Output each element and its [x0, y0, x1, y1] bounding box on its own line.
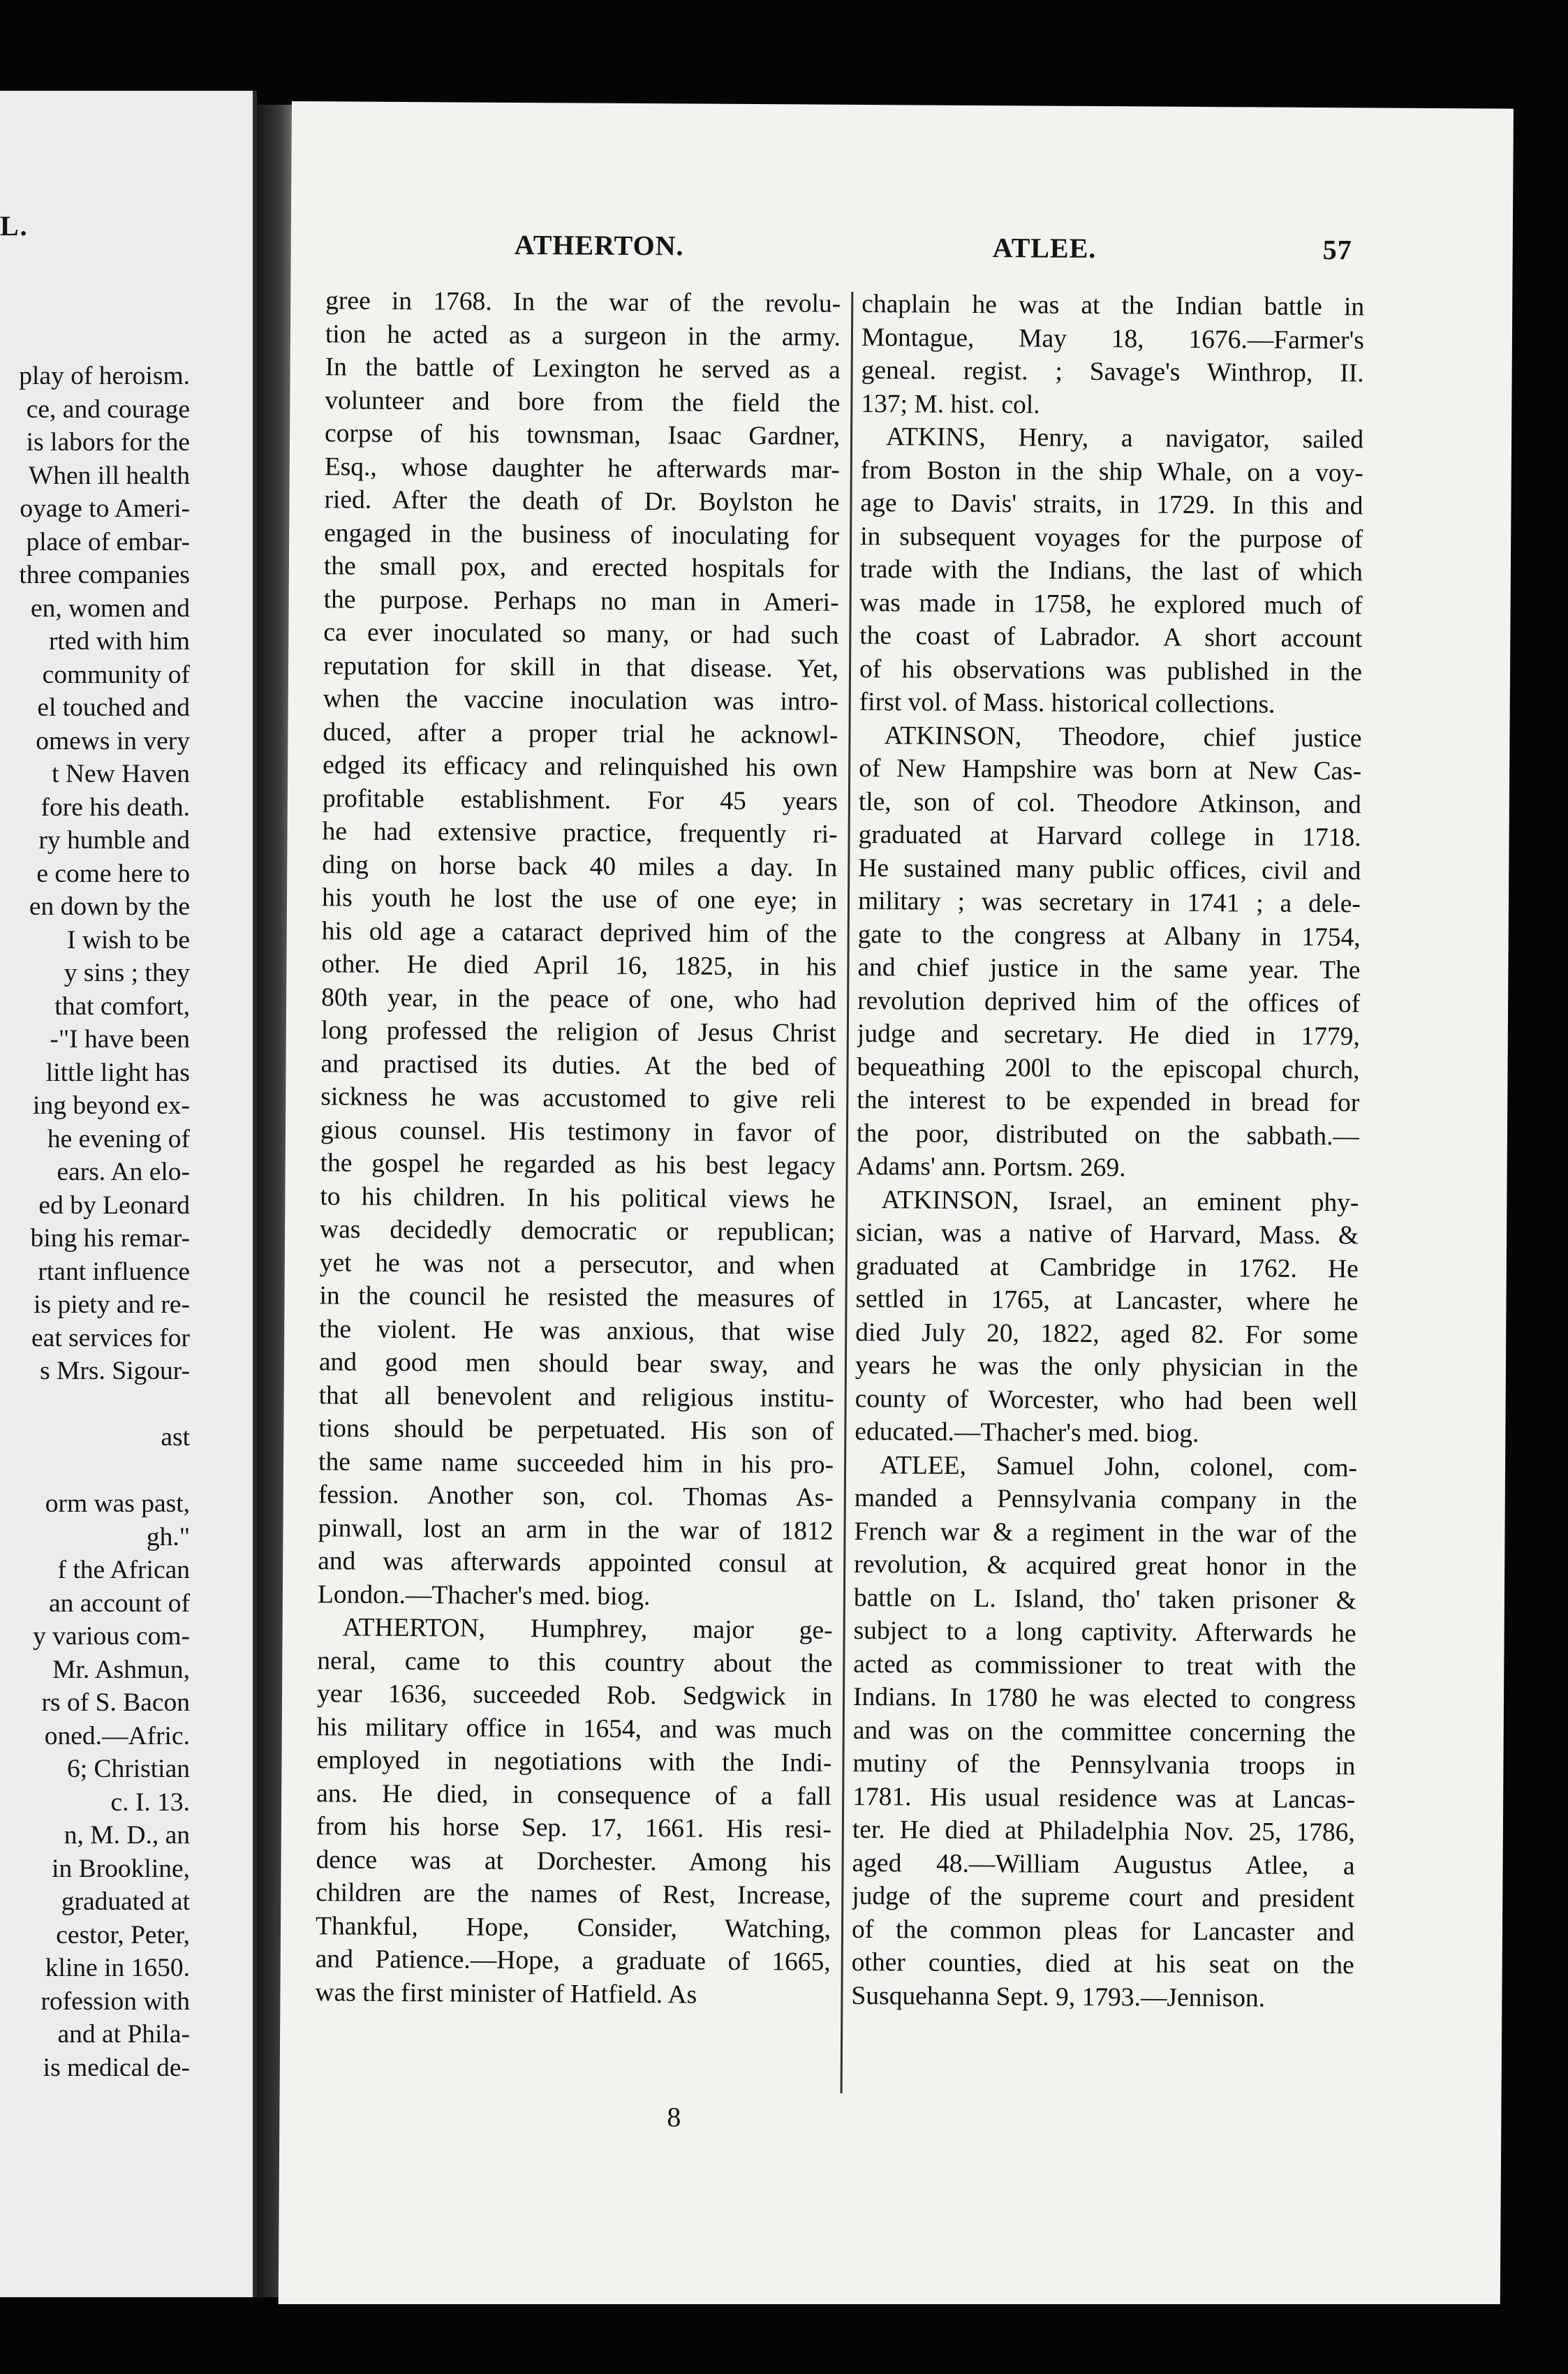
text-line: age to Davis' straits, in 1729. In this and [860, 488, 1363, 521]
text-line: Esq., whose daughter he afterwards mar- [324, 452, 840, 485]
text-line: Thankful, Hope, Consider, Watching, [315, 1911, 831, 1944]
text-line: his military office in 1654, and was much [316, 1712, 832, 1745]
text-line: subject to a long captivity. Afterwards he [853, 1616, 1356, 1649]
text-line: trade with the Indians, the last of which [859, 554, 1363, 587]
text-line: gate to the congress at Albany in 1754, [857, 920, 1361, 952]
column-divider [841, 292, 854, 2093]
text-line: and good men should bear sway, and [318, 1348, 835, 1380]
previous-page-line: gh." [146, 1522, 190, 1551]
text-line: and practised its duties. At the bed of [320, 1049, 836, 1082]
text-line: the violent. He was anxious, that wise [319, 1314, 835, 1347]
previous-page-line: ing beyond ex- [33, 1091, 190, 1120]
text-line: from his horse Sep. 17, 1661. His resi- [316, 1812, 832, 1844]
text-line: corpse of his townsman, Isaac Gardner, [324, 419, 841, 451]
text-line: that all benevolent and religious institu- [318, 1380, 834, 1413]
text-line: years he was the only physician in the [855, 1350, 1359, 1383]
text-line: judge of the supreme court and president [852, 1881, 1355, 1914]
previous-page-line: place of embar- [26, 527, 190, 556]
text-line: gree in 1768. In the war of the revolu- [325, 286, 841, 318]
running-head-left: ATHERTON. [514, 228, 684, 262]
previous-page-line: rs of S. Bacon [41, 1688, 190, 1717]
text-line: bequeathing 200l to the episcopal church, [857, 1052, 1360, 1084]
text-line: Adams' ann. Portsm. 269. [856, 1151, 1126, 1183]
text-line: other. He died April 16, 1825, in his [321, 950, 837, 982]
text-line: 80th year, in the peace of one, who had [321, 982, 837, 1015]
previous-page-line: is piety and re- [34, 1290, 190, 1319]
previous-page-line: s Mrs. Sigour- [40, 1357, 190, 1385]
text-line: in the council he resisted the measures of [319, 1281, 835, 1313]
text-line: In the battle of Lexington he served as a [325, 353, 841, 385]
text-line: mutiny of the Pennsylvania troops in [852, 1748, 1356, 1781]
previous-page-line: rofession with [40, 1986, 190, 2016]
text-line: Susquehanna Sept. 9, 1793.—Jennison. [851, 1981, 1266, 2013]
previous-page-line: community of [42, 660, 190, 689]
text-line: the same name succeeded him in his pro- [318, 1447, 834, 1480]
text-line: employed in negotiations with the Indi- [316, 1746, 832, 1778]
previous-page-line: ast [161, 1423, 190, 1452]
text-line: 137; M. hist. col. [861, 389, 1040, 420]
text-line: his youth he lost the use of one eye; in [321, 883, 838, 915]
text-line: graduated at Harvard college in 1718. [858, 820, 1361, 853]
text-line: neral, came to this country about the [317, 1646, 833, 1679]
previous-page-line: el touched and [37, 693, 190, 722]
text-line: sician, was a native of Harvard, Mass. & [855, 1218, 1359, 1251]
previous-page-line: ry humble and [38, 826, 190, 855]
previous-page-line: fore his death. [40, 792, 190, 822]
text-line: educated.—Thacher's med. biog. [855, 1417, 1199, 1448]
text-line: county of Worcester, who had been well [855, 1384, 1358, 1416]
text-line: ATKINS, Henry, a navigator, sailed [885, 422, 1364, 455]
text-line: engaged in the business of inoculating for [324, 518, 840, 551]
text-line: London.—Thacher's med. biog. [317, 1579, 651, 1611]
text-line: 1781. His usual residence was at Lancas- [852, 1782, 1356, 1814]
text-line: tion he acted as a surgeon in the army. [325, 319, 841, 352]
text-line: other counties, died at his seat on the [851, 1947, 1354, 1980]
previous-page-line: omews in very [36, 726, 190, 755]
previous-page-line: kline in 1650. [45, 1954, 190, 1982]
text-line: and was afterwards appointed consul at [318, 1547, 834, 1579]
text-line: acted as commissioner to treat with the [853, 1649, 1356, 1681]
text-line: children are the names of Rest, Increase, [316, 1878, 831, 1910]
previous-page-line [0, 1454, 190, 1488]
text-line: the small pox, and erected hospitals for [323, 552, 840, 584]
text-line: ca ever inoculated so many, or had such [323, 618, 839, 650]
text-line: geneal. regist. ; Savage's Winthrop, II. [861, 355, 1364, 388]
previous-page-line: is labors for the [26, 428, 190, 457]
text-line: ding on horse back 40 miles a day. In [322, 850, 838, 883]
text-line: and chief justice in the same year. The [857, 952, 1361, 985]
text-line: the coast of Labrador. A short account [859, 621, 1363, 654]
previous-page-running-head: L. [0, 210, 29, 242]
text-line: reputation for skill in that disease. Yet, [323, 651, 839, 684]
text-line: ATKINSON, Theodore, chief justice [884, 721, 1362, 753]
text-line: was made in 1758, he explored much of [859, 588, 1363, 620]
text-line: He sustained many public offices, civil and [858, 853, 1361, 885]
previous-page-line: rted with him [48, 627, 190, 656]
text-line: and was on the committee concerning the [852, 1716, 1356, 1748]
text-line: ATKINSON, Israel, an eminent phy- [881, 1185, 1359, 1217]
running-header [291, 227, 1366, 275]
text-line: year 1636, succeeded Rob. Sedgwick in [316, 1679, 833, 1711]
bottom-shadow [209, 2304, 1568, 2374]
text-line: gious counsel. His testimony in favor of [320, 1115, 836, 1148]
previous-page [0, 91, 257, 2297]
text-column-right [851, 288, 1364, 2015]
previous-page-line: 6; Christian [66, 1755, 190, 1783]
text-line: the interest to be expended in bread for [857, 1085, 1360, 1118]
text-line: pinwall, lost an arm in the war of 1812 [318, 1513, 834, 1546]
text-line: aged 48.—William Augustus Atlee, a [852, 1848, 1355, 1880]
text-line: French war & a regiment in the war of the [854, 1517, 1357, 1549]
previous-page-line: f the African [57, 1556, 190, 1584]
text-line: ter. He died at Philadelphia Nov. 25, 1786, [852, 1815, 1356, 1848]
text-line: chaplain he was at the Indian battle in [861, 289, 1365, 322]
text-line: the purpose. Perhaps no man in Ameri- [323, 584, 839, 617]
previous-page-line: orm was past, [45, 1489, 190, 1518]
text-line: judge and secretary. He died in 1779, [857, 1019, 1360, 1052]
previous-page-line: is medical de- [43, 2053, 190, 2082]
text-line: the poor, distributed on the sabbath.— [856, 1119, 1360, 1151]
previous-page-line: oned.—Afric. [44, 1721, 190, 1750]
text-line: revolution, & acquired great honor in the [854, 1549, 1357, 1582]
text-line: of his observations was published in the [859, 654, 1363, 686]
text-line: duced, after a proper trial he acknowl- [323, 717, 838, 750]
text-line: his old age a cataract deprived him of the [321, 916, 837, 949]
previous-page-line: and at Phila- [57, 2020, 190, 2049]
text-line: profitable establishment. For 45 years [322, 783, 838, 816]
previous-page-line: -"I have been [50, 1025, 190, 1054]
text-line: ans. He died, in consequence of a fall [316, 1778, 832, 1811]
previous-page-text [0, 360, 190, 2084]
text-line: volunteer and bore from the field the [325, 385, 841, 418]
previous-page-line: When ill health [28, 461, 190, 490]
previous-page-line: y sins ; they [64, 959, 190, 987]
text-line: long professed the religion of Jesus Christ [320, 1016, 836, 1048]
previous-page-line: that comfort, [54, 991, 190, 1021]
previous-page-line: cestor, Peter, [56, 1920, 190, 1949]
previous-page-line: y various com- [33, 1622, 190, 1651]
previous-page-line: en, women and [30, 594, 190, 623]
text-line: fession. Another son, col. Thomas As- [318, 1480, 834, 1512]
text-line: settled in 1765, at Lancaster, where he [855, 1284, 1359, 1317]
previous-page-line: Mr. Ashmun, [52, 1655, 190, 1684]
text-line: the gospel he regarded as his best legacy [320, 1149, 836, 1181]
previous-page-line [0, 1388, 190, 1422]
text-line: dence was at Dorchester. Among his [316, 1845, 831, 1878]
text-line: yet he was not a persecutor, and when [319, 1248, 835, 1281]
previous-page-line: I wish to be [66, 925, 190, 954]
text-line: to his children. In his political views he [320, 1181, 836, 1214]
previous-page-line: oyage to Ameri- [20, 494, 190, 523]
signature-mark: 8 [667, 2101, 681, 2133]
previous-page-line: t New Haven [52, 760, 190, 788]
previous-page-line: ed by Leonard [38, 1190, 190, 1220]
text-line: Montague, May 18, 1676.—Farmer's [861, 323, 1365, 355]
text-line: in subsequent voyages for the purpose of [860, 522, 1363, 554]
book-page [279, 101, 1514, 2326]
text-line: was decidedly democratic or republican; [320, 1215, 836, 1247]
text-line: when the vaccine inoculation was intro- [323, 684, 838, 716]
text-line: he had extensive practice, frequently ri- [322, 817, 838, 849]
previous-page-line: ce, and courage [26, 395, 190, 424]
previous-page-line: three companies [19, 561, 190, 589]
text-line: Indians. In 1780 he was elected to congress [852, 1682, 1356, 1715]
text-line: sickness he was accustomed to give reli [320, 1082, 836, 1114]
text-line: and Patience.—Hope, a graduate of 1665, [315, 1945, 831, 1977]
text-line: graduated at Cambridge in 1762. He [855, 1251, 1359, 1283]
previous-page-line: play of heroism. [19, 362, 190, 390]
text-line: from Boston in the ship Whale, on a voy- [860, 455, 1363, 487]
previous-page-line: rtant influence [38, 1257, 190, 1286]
previous-page-line: e come here to [36, 859, 190, 888]
previous-page-line: ears. An elo- [57, 1158, 190, 1186]
text-line: tle, son of col. Theodore Atkinson, and [858, 787, 1362, 819]
text-line: ATHERTON, Humphrey, major ge- [342, 1613, 833, 1645]
previous-page-line: c. I. 13. [110, 1787, 190, 1817]
page-number: 57 [1322, 234, 1352, 266]
text-line: of the common pleas for Lancaster and [851, 1915, 1355, 1947]
text-line: manded a Pennsylvania company in the [854, 1483, 1357, 1516]
previous-page-line: an account of [49, 1588, 190, 1618]
text-line: of New Hampshire was born at New Cas- [859, 753, 1362, 786]
previous-page-line: in Brookline, [52, 1854, 190, 1883]
running-head-right: ATLEE. [992, 232, 1097, 265]
text-line: first vol. of Mass. historical collections. [859, 687, 1275, 719]
text-line: revolution deprived him of the offices of [857, 986, 1361, 1018]
previous-page-line: n, M. D., an [64, 1821, 190, 1850]
text-line: tions should be perpetuated. His son of [318, 1414, 834, 1446]
previous-page-line: en down by the [29, 892, 190, 921]
previous-page-line: eat services for [31, 1323, 190, 1352]
text-line: edged its efficacy and relinquished his own [323, 751, 838, 783]
previous-page-line: bing his remar- [30, 1224, 190, 1253]
text-line: died July 20, 1822, aged 82. For some [855, 1318, 1359, 1350]
text-line: ATLEE, Samuel John, colonel, com- [879, 1450, 1358, 1482]
previous-page-line: little light has [45, 1058, 190, 1087]
text-line: military ; was secretary in 1741 ; a dele- [857, 886, 1361, 919]
previous-page-line: graduated at [61, 1887, 190, 1916]
text-line: was the first minister of Hatfield. As [315, 1977, 697, 2010]
text-column-left [315, 284, 841, 2012]
text-line: battle on L. Island, tho' taken prisoner & [853, 1583, 1357, 1615]
previous-page-line: he evening of [47, 1124, 190, 1153]
text-line: ried. After the death of Dr. Boylston he [324, 485, 840, 517]
